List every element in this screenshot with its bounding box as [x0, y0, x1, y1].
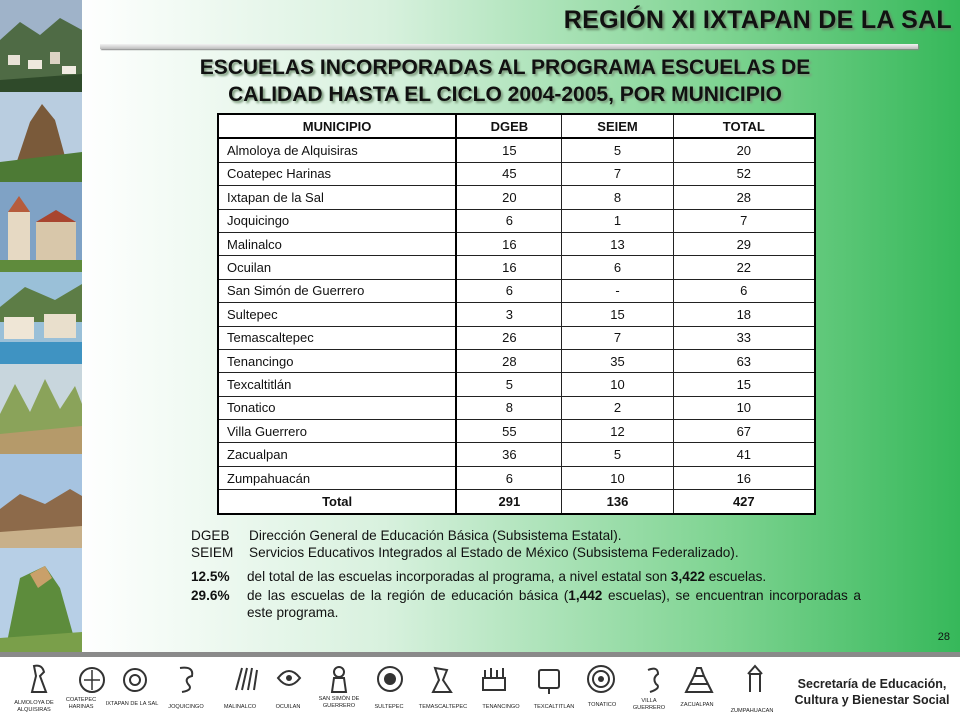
cell-seiem: 2 — [562, 396, 673, 419]
cell-dgeb: 26 — [456, 326, 562, 349]
cell-seiem: 5 — [562, 138, 673, 162]
coatepec-glyph-icon — [75, 662, 109, 696]
cell-total: 7 — [673, 209, 815, 232]
total-seiem: 136 — [562, 490, 673, 514]
cell-municipio: Texcaltitlán — [218, 373, 456, 396]
zacualpan-glyph-icon — [682, 662, 716, 696]
cell-municipio: Ixtapan de la Sal — [218, 186, 456, 209]
cell-total: 28 — [673, 186, 815, 209]
cell-seiem: 10 — [562, 373, 673, 396]
note-seiem — [191, 544, 861, 561]
table-row — [218, 420, 815, 443]
forest-photo — [0, 364, 82, 454]
total-dgeb: 291 — [456, 490, 562, 514]
cell-dgeb: 20 — [456, 186, 562, 209]
cell-seiem: 5 — [562, 443, 673, 466]
municipio-label: MALINALCO — [223, 704, 257, 710]
cell-total: 20 — [673, 138, 815, 162]
cell-seiem: 13 — [562, 232, 673, 255]
joquicingo-glyph-icon — [170, 662, 204, 696]
table-row — [218, 466, 815, 489]
cell-municipio: Zacualpan — [218, 443, 456, 466]
total-label: Total — [218, 490, 456, 514]
municipio-label: TEXCALTITLAN — [533, 704, 575, 710]
column-header-total: TOTAL — [673, 114, 815, 138]
cell-total: 6 — [673, 279, 815, 302]
stat-text-end: escuelas), se encuentran incorporadas a este programa. — [247, 588, 861, 620]
malinalco-glyph-icon — [228, 662, 262, 696]
cell-municipio: Ocuilan — [218, 256, 456, 279]
table-row — [218, 186, 815, 209]
cell-total: 15 — [673, 373, 815, 396]
texcaltitlan-glyph-icon — [532, 662, 566, 696]
table-row — [218, 256, 815, 279]
almoloya-glyph-icon — [22, 662, 56, 696]
table-row — [218, 138, 815, 162]
cell-seiem: 35 — [562, 349, 673, 372]
table-row — [218, 303, 815, 326]
municipio-label: VILLA GUERRERO — [632, 698, 666, 711]
stat-text: de las escuelas de la región de educación básica ( — [247, 588, 569, 603]
municipio-label: ALMOLOYA DE ALQUISIRAS — [14, 700, 54, 713]
table-row — [218, 162, 815, 185]
cell-municipio: Tenancingo — [218, 349, 456, 372]
municipio-label: TONATICO — [587, 702, 617, 708]
stat-text-end: escuelas. — [704, 569, 767, 584]
cell-dgeb: 6 — [456, 466, 562, 489]
cell-seiem: - — [562, 279, 673, 302]
cell-municipio: Villa Guerrero — [218, 420, 456, 443]
stat-percent: 29.6% — [191, 588, 230, 603]
municipio-label: SULTEPEC — [374, 704, 404, 710]
church-photo — [0, 182, 82, 272]
note-dgeb-abbr: DGEB — [191, 528, 230, 543]
table-row — [218, 209, 815, 232]
cell-dgeb: 16 — [456, 256, 562, 279]
region-title: REGIÓN XI IXTAPAN DE LA SAL — [563, 6, 952, 34]
cell-municipio: Coatepec Harinas — [218, 162, 456, 185]
cell-dgeb: 15 — [456, 138, 562, 162]
title-line-1: ESCUELAS INCORPORADAS AL PROGRAMA ESCUELAS DE — [199, 56, 811, 79]
san-simon-glyph-icon — [322, 662, 356, 696]
cell-seiem: 10 — [562, 466, 673, 489]
cell-dgeb: 45 — [456, 162, 562, 185]
cell-dgeb: 16 — [456, 232, 562, 255]
ocuilan-glyph-icon — [272, 662, 306, 696]
page-number: 28 — [937, 631, 950, 643]
cell-seiem: 1 — [562, 209, 673, 232]
note-dgeb — [191, 527, 861, 544]
cell-total: 16 — [673, 466, 815, 489]
table-row — [218, 279, 815, 302]
schools-table — [217, 113, 816, 515]
table-total-row — [218, 490, 815, 514]
cell-municipio: Malinalco — [218, 232, 456, 255]
cell-municipio: San Simón de Guerrero — [218, 279, 456, 302]
table-row — [218, 326, 815, 349]
municipio-label: TENANCINGO — [482, 704, 520, 710]
table-row — [218, 396, 815, 419]
secretaria-line-2: Cultura y Bienestar Social — [794, 693, 950, 707]
photo-strip — [0, 0, 82, 652]
temascaltepec-glyph-icon — [425, 662, 459, 696]
villa-guerrero-glyph-icon — [636, 662, 670, 696]
note-stat-state — [191, 568, 861, 585]
tenancingo-glyph-icon — [477, 662, 511, 696]
municipio-label: ZUMPAHUACAN — [730, 708, 774, 714]
cell-seiem: 7 — [562, 326, 673, 349]
municipio-label: OCUILAN — [275, 704, 301, 710]
table-row — [218, 373, 815, 396]
sultepec-glyph-icon — [373, 662, 407, 696]
header-rule — [100, 44, 918, 49]
note-dgeb-text: Dirección General de Educación Básica (Subsistema Estatal). — [249, 528, 622, 543]
stat-text: del total de las escuelas incorporadas al programa, a nivel estatal son — [247, 569, 671, 584]
municipio-label: TEMASCALTEPEC — [418, 704, 468, 710]
cell-total: 63 — [673, 349, 815, 372]
municipio-label: SAN SIMÓN DE GUERRERO — [318, 696, 360, 709]
zumpahuacan-glyph-icon — [738, 662, 772, 696]
pool-resort-photo — [0, 272, 82, 364]
cell-municipio: Almoloya de Alquisiras — [218, 138, 456, 162]
column-header-municipio: MUNICIPIO — [218, 114, 456, 138]
title-line-2: CALIDAD HASTA EL CICLO 2004-2005, POR MUNICIPIO — [228, 83, 782, 106]
cell-total: 18 — [673, 303, 815, 326]
cell-total: 33 — [673, 326, 815, 349]
cell-dgeb: 3 — [456, 303, 562, 326]
tonatico-glyph-icon — [584, 662, 618, 696]
note-seiem-text: Servicios Educativos Integrados al Estado de México (Subsistema Federalizado). — [249, 545, 739, 560]
note-seiem-abbr: SEIEM — [191, 545, 234, 560]
stat-number: 3,422 — [670, 569, 705, 584]
total-total: 427 — [673, 490, 815, 514]
stat-number: 1,442 — [568, 588, 603, 603]
green-mountain-photo — [0, 548, 82, 652]
cell-dgeb: 6 — [456, 209, 562, 232]
secretaria-line-1: Secretaría de Educación, — [797, 677, 947, 691]
footer — [0, 657, 960, 720]
cell-municipio: Temascaltepec — [218, 326, 456, 349]
cell-municipio: Tonatico — [218, 396, 456, 419]
cell-municipio: Joquicingo — [218, 209, 456, 232]
cell-seiem: 12 — [562, 420, 673, 443]
cell-seiem: 7 — [562, 162, 673, 185]
notes — [191, 527, 861, 621]
cell-total: 67 — [673, 420, 815, 443]
municipio-label: ZACUALPAN — [680, 702, 714, 708]
cell-seiem: 6 — [562, 256, 673, 279]
table-row — [218, 232, 815, 255]
column-header-seiem: SEIEM — [562, 114, 673, 138]
table-row — [218, 443, 815, 466]
secretaria-label — [787, 676, 957, 708]
table-row — [218, 349, 815, 372]
cell-dgeb: 6 — [456, 279, 562, 302]
cell-dgeb: 8 — [456, 396, 562, 419]
cell-dgeb: 55 — [456, 420, 562, 443]
cell-seiem: 15 — [562, 303, 673, 326]
cell-total: 41 — [673, 443, 815, 466]
cell-total: 29 — [673, 232, 815, 255]
column-header-dgeb: DGEB — [456, 114, 562, 138]
mountain-town-photo — [0, 0, 82, 92]
municipio-label: COATEPEC HARINAS — [65, 697, 97, 710]
cell-dgeb: 36 — [456, 443, 562, 466]
note-stat-region — [191, 587, 861, 621]
stat-percent: 12.5% — [191, 569, 230, 584]
municipio-label: JOQUICINGO — [168, 704, 204, 710]
cell-seiem: 8 — [562, 186, 673, 209]
rock-peak-photo — [0, 92, 82, 182]
cell-total: 22 — [673, 256, 815, 279]
cell-total: 10 — [673, 396, 815, 419]
cell-total: 52 — [673, 162, 815, 185]
cell-municipio: Sultepec — [218, 303, 456, 326]
cell-dgeb: 28 — [456, 349, 562, 372]
cell-dgeb: 5 — [456, 373, 562, 396]
dry-hills-photo — [0, 454, 82, 548]
municipio-label: IXTAPAN DE LA SAL — [105, 701, 159, 707]
page-title — [150, 54, 860, 108]
cell-municipio: Zumpahuacán — [218, 466, 456, 489]
ixtapan-glyph-icon — [118, 662, 152, 696]
table-header-row — [218, 114, 815, 138]
